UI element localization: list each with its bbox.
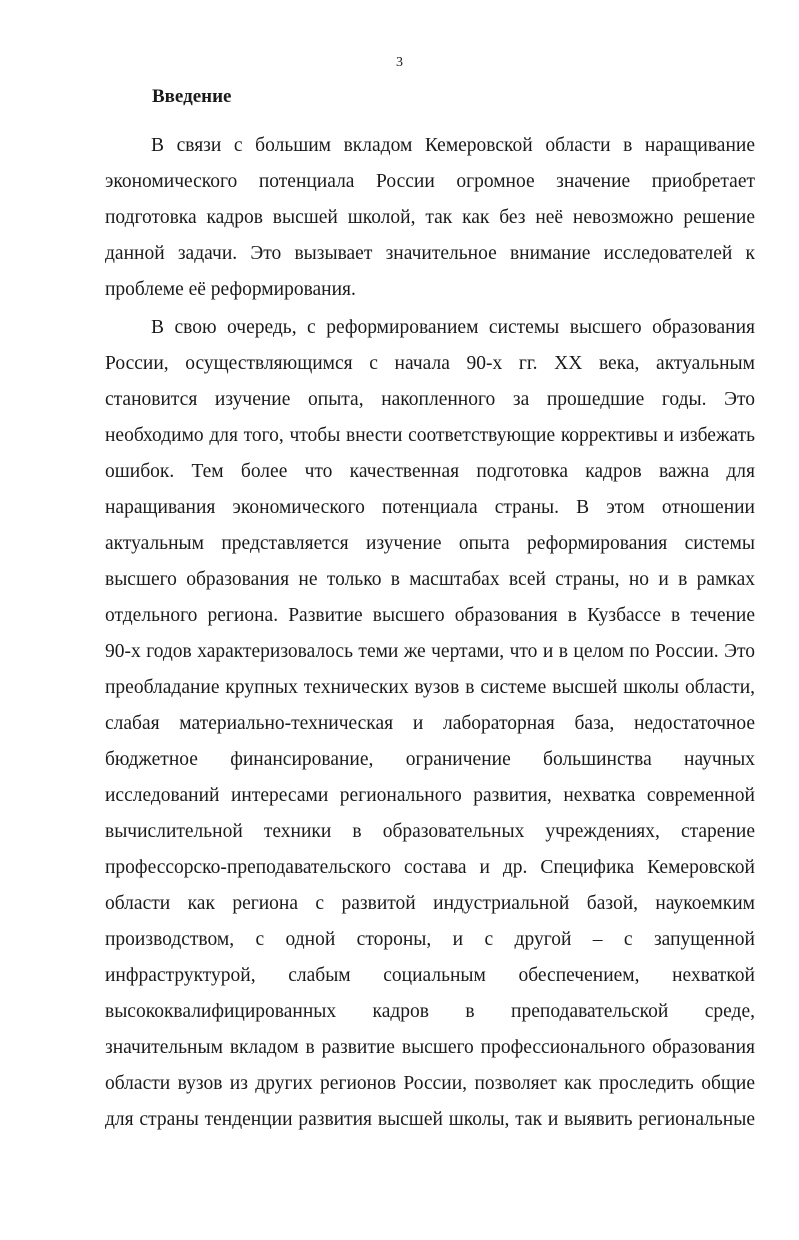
text-line: отдельного региона. Развитие высшего образования в Кузбассе в течение (105, 605, 755, 626)
text-line: бюджетное финансирование, ограничение большинства научных (105, 749, 755, 770)
text-line: России, осуществляющимся с начала 90-х гг. XX века, актуальным (105, 353, 755, 374)
text-line: актуальным представляется изучение опыта реформирования системы (105, 533, 755, 554)
text-line: области как региона с развитой индустриальной базой, наукоемким (105, 893, 755, 914)
text-line: проблеме её реформирования. (105, 279, 356, 300)
text-line: экономического потенциала России огромное значение приобретает (105, 171, 755, 192)
text-line: преобладание крупных технических вузов в системе высшей школы области, (105, 677, 755, 698)
text-line: становится изучение опыта, накопленного за прошедшие годы. Это (105, 389, 755, 410)
text-line: данной задачи. Это вызывает значительное внимание исследователей к (105, 243, 755, 264)
text-line: исследований интересами регионального развития, нехватка современной (105, 785, 755, 806)
text-line: значительным вкладом в развитие высшего профессионального образования (105, 1037, 755, 1058)
text-line: для страны тенденции развития высшей школы, так и выявить региональные (105, 1109, 755, 1130)
text-line: ошибок. Тем более что качественная подготовка кадров важна для (105, 461, 755, 482)
text-line: наращивания экономического потенциала страны. В этом отношении (105, 497, 755, 518)
text-line: профессорско-преподавательского состава и др. Специфика Кемеровской (105, 857, 755, 878)
page-number: 3 (396, 55, 403, 70)
text-line: необходимо для того, чтобы внести соответствующие коррективы и избежать (105, 425, 755, 446)
text-line: высококвалифицированных кадров в преподавательской среде, (105, 1001, 755, 1022)
paragraph-2 (105, 310, 755, 1138)
text-line: инфраструктурой, слабым социальным обеспечением, нехваткой (105, 965, 755, 986)
text-line: В связи с большим вкладом Кемеровской области в наращивание (151, 135, 755, 156)
text-line: области вузов из других регионов России, позволяет как проследить общие (105, 1073, 755, 1094)
text-line: вычислительной техники в образовательных учреждениях, старение (105, 821, 755, 842)
text-line: высшего образования не только в масштабах всей страны, но и в рамках (105, 569, 755, 590)
text-line: слабая материально-техническая и лабораторная база, недостаточное (105, 713, 755, 734)
text-line: подготовка кадров высшей школой, так как без неё невозможно решение (105, 207, 755, 228)
text-line: В свою очередь, с реформированием системы высшего образования (151, 317, 755, 338)
text-line: 90-х годов характеризовалось теми же чертами, что и в целом по России. Это (105, 641, 755, 662)
paragraph-1 (105, 128, 755, 308)
section-heading: Введение (152, 86, 232, 107)
text-line: производством, с одной стороны, и с другой – с запущенной (105, 929, 755, 950)
